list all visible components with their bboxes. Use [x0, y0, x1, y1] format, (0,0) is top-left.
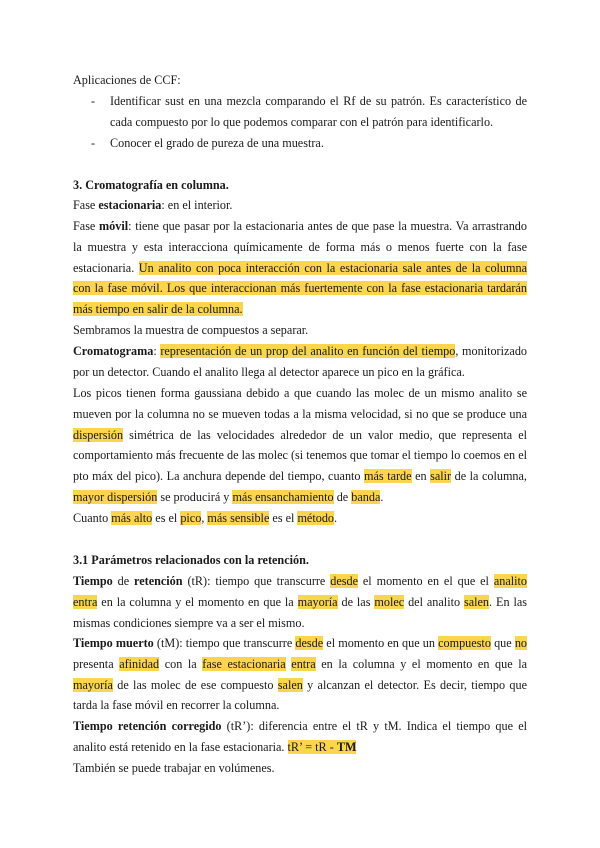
- aplicaciones-intro: Aplicaciones de CCF:: [73, 73, 181, 87]
- bullet-dash-1: -: [91, 94, 96, 108]
- highlight: compuesto: [438, 636, 491, 650]
- section-3-heading: 3. Cromatografía en columna.: [73, 178, 229, 192]
- highlight: más alto: [111, 511, 153, 525]
- highlight: fase estacionaria: [202, 656, 286, 671]
- highlight: más sensible: [207, 511, 270, 525]
- fase-estacionaria-line: Fase estacionaria: en el interior.: [73, 198, 233, 212]
- highlight: Un analito con poca interacción con la estacionaria sale antes de la columna con la fase móvil. Los que interaccionan más fuertemente con la fase estacionaria tardarán más tiempo en salir de la columna.: [73, 260, 527, 317]
- picos-paragraph: Los picos tienen forma gaussiana debido a que cuando las molec de un mismo analito se mueven por la columna no se mueven todas a la misma velocidad, si no que se produce una dispersión simétrica de las velocidades alrededor de un valor medio, que representa el comportamiento más frecuente de las molec (si tenemos que tomar el tiempo lo coemos en el pto máx del pico). La anchura depende del tiempo, cuanto más tarde en salir de la columna, mayor dispersión se producirá y más ensanchamiento de banda.: [73, 386, 527, 504]
- highlight: dispersión: [73, 427, 124, 442]
- highlight: banda: [351, 489, 381, 504]
- highlight: afinidad: [119, 656, 160, 671]
- highlight: entra: [291, 656, 316, 671]
- tiempo-retencion-paragraph: Tiempo de retención (tR): tiempo que transcurre desde el momento en el que el analito entra en la columna y el momento en que la mayoría de las molec del analito salen. En las mismas condiciones siempre va a ser el mismo.: [73, 574, 527, 630]
- highlight: salen: [277, 677, 303, 692]
- highlight: entra: [73, 594, 98, 609]
- highlight: mayor dispersión: [73, 489, 158, 504]
- highlight: más tarde: [364, 469, 412, 484]
- highlight: método: [297, 511, 335, 525]
- tiempo-muerto-paragraph: Tiempo muerto (tM): tiempo que transcurre desde el momento en que un compuesto que no presenta afinidad con la fase estacionaria entra en la columna y el momento en que la mayoría de las molec de ese compuesto salen y alcanzan el detector. Es decir, tiempo que tarda la fase móvil en recorrer la columna.: [73, 636, 528, 713]
- highlight: mayoría: [297, 594, 338, 609]
- highlight: pico: [180, 511, 202, 525]
- section-3-1-heading: 3.1 Parámetros relacionados con la retención.: [73, 553, 309, 567]
- highlight: más ensanchamiento: [232, 489, 334, 504]
- cromatograma-paragraph: Cromatograma: representación de un prop del analito en función del tiempo, monitorizado por un detector. Cuando el analito llega al detector aparece un pico en la gráfica.: [73, 344, 528, 379]
- highlight: desde: [330, 574, 358, 588]
- fase-movil-paragraph: Fase móvil: tiene que pasar por la estacionaria antes de que pase la muestra. Va arrastrando la muestra y esta interacciona químicamente de forma más o menos fuerte con la fase estacionaria. Un analito con poca interacción con la estacionaria sale antes de la columna con la fase móvil. Los que interaccionan más fuertemente con la fase estacionaria tardarán más tiempo en salir de la columna.: [73, 219, 527, 317]
- cuanto-line: Cuanto más alto es el pico, más sensible es el método.: [73, 511, 338, 525]
- formula-highlight: tR’ = tR - TM: [287, 739, 357, 754]
- sembramos-line: Sembramos la muestra de compuestos a separar.: [73, 323, 309, 337]
- highlight: analito: [493, 574, 527, 588]
- highlight: mayoría: [73, 677, 113, 692]
- bullet-dash-2: -: [91, 136, 96, 150]
- bullet-item-pureza: Conocer el grado de pureza de una muestra.: [110, 136, 324, 150]
- highlight: salir: [430, 469, 452, 484]
- highlight: molec: [374, 594, 405, 609]
- highlight: representación de un prop del analito en función del tiempo: [160, 344, 456, 358]
- volumenes-line: También se puede trabajar en volúmenes.: [73, 761, 275, 775]
- highlight: desde: [295, 636, 324, 650]
- tiempo-retencion-corregido-paragraph: Tiempo retención corregido (tR’): diferencia entre el tR y tM. Indica el tiempo que el analito está retenido en la fase estacionaria. tR’ = tR - TM: [73, 719, 528, 754]
- highlight: salen: [463, 594, 490, 609]
- highlight: no: [514, 636, 527, 650]
- bullet-item-identificar: Identificar sust en una mezcla comparando el Rf de su patrón. Es característico de cada compuesto por lo que podemos comparar con el patrón para identificarlo.: [110, 94, 527, 129]
